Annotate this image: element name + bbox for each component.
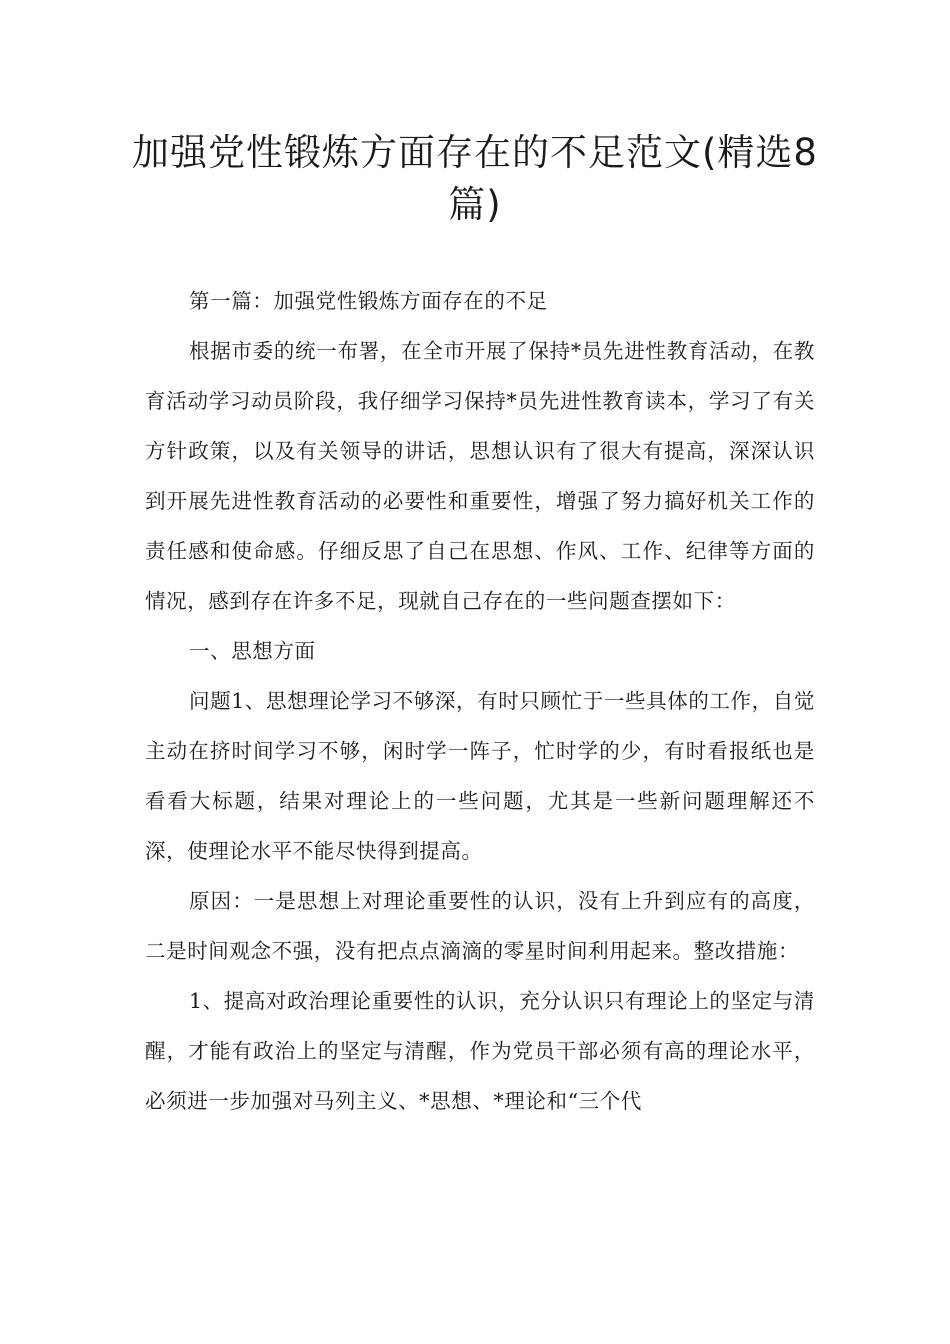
document-body [145, 276, 815, 1126]
measure-paragraph: 1、提高对政治理论重要性的认识，充分认识只有理论上的坚定与清醒，才能有政治上的坚定与清醒，作为党员干部必须有高的理论水平，必须进一步加强对马列主义、*思想、*理论和“三个代 [145, 989, 815, 1113]
section-heading-thought: 一、思想方面 [189, 639, 316, 663]
intro-paragraph: 根据市委的统一布署，在全市开展了保持*员先进性教育活动，在教育活动学习动员阶段，我仔细学习保持*员先进性教育读本，学习了有关方针政策，以及有关领导的讲话，思想认识有了很大有提高，深深认识到开展先进性教育活动的必要性和重要性，增强了努力搞好机关工作的责任感和使命感。仔细反思了自己在思想、作风、工作、纪律等方面的情况，感到存在许多不足，现就自己存在的一些问题查摆如下： [145, 339, 815, 613]
problem-paragraph: 问题1、思想理论学习不够深，有时只顾忙于一些具体的工作，自觉主动在挤时间学习不够，闲时学一阵子，忙时学的少，有时看报纸也是看看大标题，结果对理论上的一些问题，尤其是一些新问题理解还不深，使理论水平不能尽快得到提高。 [145, 689, 815, 863]
section-heading-part-one: 第一篇：加强党性锻炼方面存在的不足 [189, 289, 548, 313]
cause-paragraph: 原因：一是思想上对理论重要性的认识，没有上升到应有的高度，二是时间观念不强，没有把点点滴滴的零星时间利用起来。整改措施： [145, 889, 815, 963]
document-title: 加强党性锻炼方面存在的不足范文(精选8篇) [132, 131, 818, 226]
